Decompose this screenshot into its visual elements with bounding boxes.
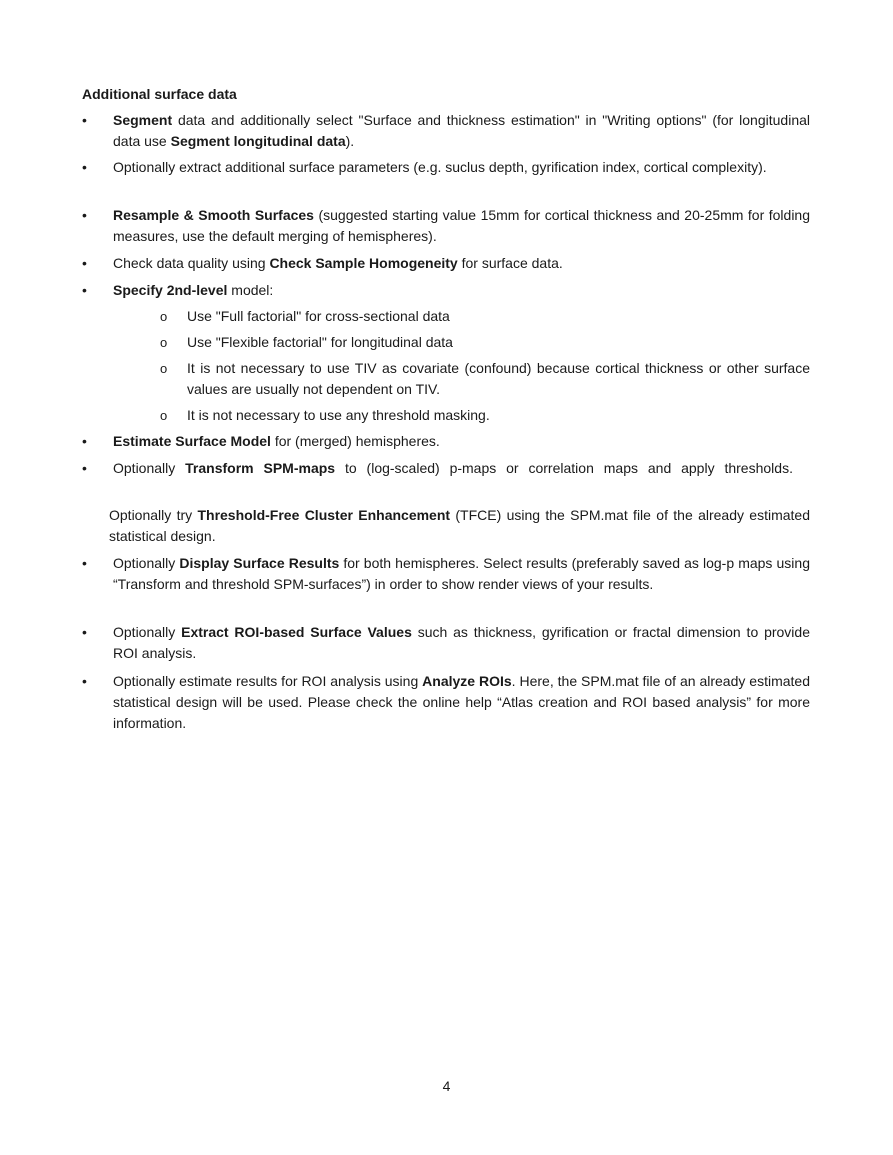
bold-term: Segment longitudinal data xyxy=(170,133,346,149)
list-item-segment xyxy=(113,110,810,152)
list-item-extract-roi xyxy=(113,622,810,664)
sub-bullet-marker: o xyxy=(160,408,168,423)
list-item-specify-model xyxy=(113,280,810,301)
list-item-extract-parameters xyxy=(113,157,810,178)
list-item-display-results xyxy=(113,553,810,595)
item-text: Optionally xyxy=(113,460,186,476)
section-heading: Additional surface data xyxy=(82,86,237,102)
list-item-resample xyxy=(113,205,810,247)
item-text: for surface data. xyxy=(457,255,563,271)
sub-bullet-marker: o xyxy=(160,309,168,324)
item-text: for (merged) hemispheres. xyxy=(270,433,440,449)
item-text: such as thickness, gyrification or fractal dimension to provide ROI analysis. xyxy=(113,624,810,661)
bold-term: Display Surface Results xyxy=(179,555,340,571)
bullet-marker: • xyxy=(82,207,87,223)
bullet-marker: • xyxy=(82,255,87,271)
sub-bullet-marker: o xyxy=(160,361,168,376)
sub-bullet-marker: o xyxy=(160,335,168,350)
bold-term: Estimate Surface Model xyxy=(113,433,271,449)
item-text: for both hemispheres. Select results (preferably saved as log-p maps using “Transform and threshold SPM-surfaces”) in order to show render views of your results. xyxy=(113,555,810,592)
bold-term: Threshold-Free Cluster Enhancement xyxy=(197,507,451,523)
bullet-marker: • xyxy=(82,624,87,640)
item-text: Optionally xyxy=(113,555,180,571)
bold-term: Check Sample Homogeneity xyxy=(269,255,458,271)
bold-term: Extract ROI-based Surface Values xyxy=(181,624,412,640)
page-number: 4 xyxy=(442,1078,451,1094)
list-item-transform xyxy=(113,458,810,479)
sub-list-item: It is not necessary to use TIV as covariate (confound) because cortical thickness or other surface values are usually not dependent on TIV. xyxy=(187,360,810,397)
list-item-quality-check xyxy=(113,253,810,274)
item-text: ). xyxy=(345,133,355,149)
bold-term: Resample & Smooth Surfaces xyxy=(113,207,314,223)
item-text: (suggested starting value 15mm for cortical thickness and 20-25mm for folding measures, use the default merging of hemispheres). xyxy=(113,207,811,244)
item-text: Optionally xyxy=(113,624,182,640)
bold-term: Specify 2nd-level xyxy=(113,282,228,298)
item-text: Optionally try xyxy=(109,507,198,523)
item-text: . Here, the SPM.mat file of an already estimated statistical design will be used. Please check the online help “Atlas creation and ROI based analysis” for more information. xyxy=(113,673,810,731)
item-text: (TFCE) using the SPM.mat file of the already estimated statistical design. xyxy=(109,507,811,544)
item-text: Check data quality using xyxy=(113,255,270,271)
sub-list-item: Use "Full factorial" for cross-sectional data xyxy=(187,308,450,324)
bullet-marker: • xyxy=(82,433,87,449)
item-text: Optionally extract additional surface parameters (e.g. suclus depth, gyrification index, cortical complexity). xyxy=(113,159,767,175)
bullet-marker: • xyxy=(82,555,87,571)
sub-list-item: It is not necessary to use any threshold masking. xyxy=(187,407,490,423)
item-text: model: xyxy=(227,282,274,298)
list-item-estimate-model xyxy=(113,431,810,452)
bullet-marker: • xyxy=(82,112,87,128)
bullet-marker: • xyxy=(82,673,87,689)
item-text: data and additionally select "Surface and thickness estimation" in "Writing options" (for longitudinal data use xyxy=(113,112,810,149)
bold-term: Transform SPM-maps xyxy=(185,460,336,476)
item-text: to (log-scaled) p-maps or correlation maps and apply thresholds. xyxy=(335,460,793,476)
bullet-marker: • xyxy=(82,159,87,175)
bold-term: Segment xyxy=(113,112,173,128)
item-text: Optionally estimate results for ROI analysis using xyxy=(113,673,423,689)
bullet-marker: • xyxy=(82,460,87,476)
bold-term: Analyze ROIs xyxy=(422,673,512,689)
tfce-note xyxy=(109,505,810,547)
bullet-marker: • xyxy=(82,282,87,298)
list-item-analyze-roi xyxy=(113,671,810,734)
sub-list-item: Use "Flexible factorial" for longitudinal data xyxy=(187,334,453,350)
